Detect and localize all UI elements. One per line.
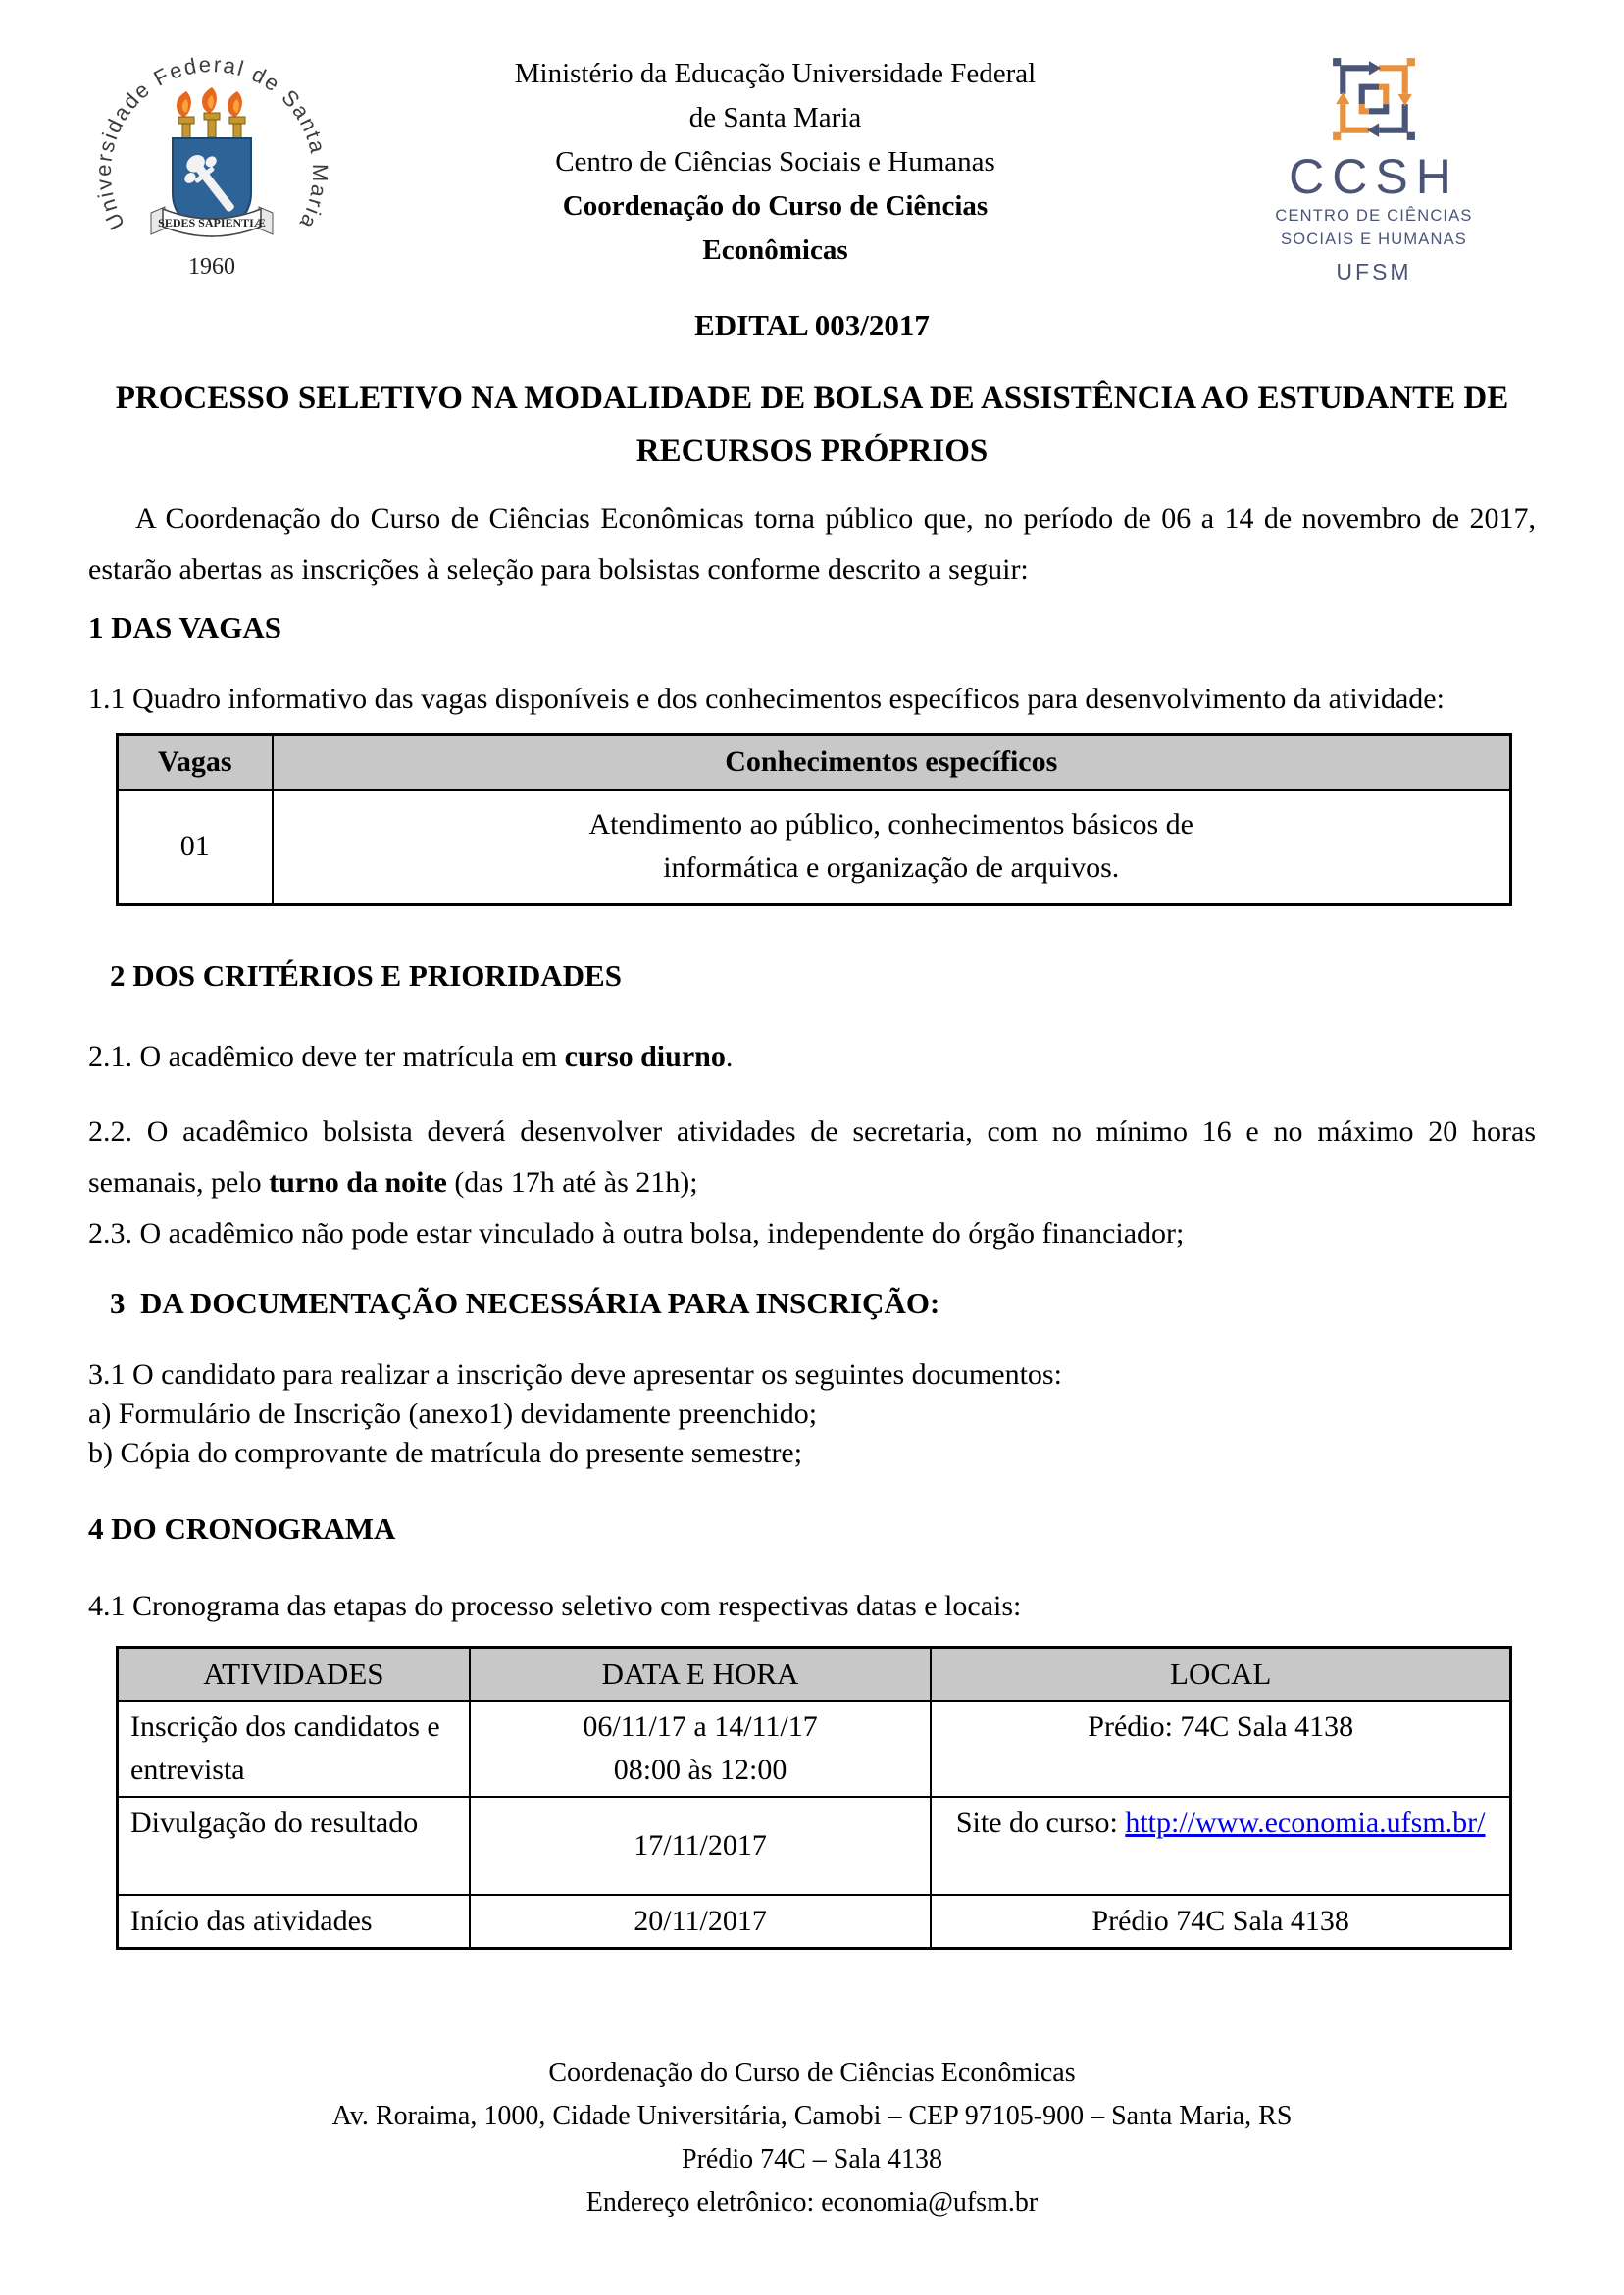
item-2-2-text: (das 17h até às 21h);: [446, 1166, 698, 1198]
vagas-table-header-row: [118, 735, 1511, 790]
local-cell: Prédio 74C Sala 4138: [931, 1895, 1510, 1949]
ufsm-seal-icon: [88, 44, 335, 291]
edital-number: EDITAL 003/2017: [694, 308, 930, 342]
institution-line-bold: Econômicas: [702, 234, 848, 266]
item-2-3: 2.3. O acadêmico não pode estar vinculado à outra bolsa, independente do órgão financiador;: [88, 1217, 1185, 1250]
vagas-cell: 01: [118, 790, 273, 905]
local-link-prefix: Site do curso:: [955, 1806, 1126, 1839]
cronograma-table: [116, 1646, 1512, 1950]
vagas-table-row: [118, 790, 1511, 905]
data-line: 06/11/17 a 14/11/17: [583, 1709, 818, 1743]
item-2-1: [88, 1032, 1536, 1083]
item-2-1-bold: curso diurno: [564, 1041, 726, 1073]
item-2-1-text: 2.1. O acadêmico deve ter matrícula em: [88, 1041, 565, 1073]
vagas-column-header: Vagas: [118, 735, 273, 790]
local-cell: Prédio: 74C Sala 4138: [931, 1701, 1510, 1797]
item-2-2-text: 2.2. O acadêmico bolsista deverá desenvolver atividades de secretaria, com no mínimo 16 e no máximo 20 horas semanais, pelo: [88, 1115, 1536, 1198]
item-3-b: b) Cópia do comprovante de matrícula do presente semestre;: [88, 1437, 803, 1469]
data-line: 08:00 às 12:00: [613, 1753, 787, 1786]
institution-line: Ministério da Educação Universidade Federal: [514, 58, 1037, 89]
table-row: [118, 1701, 1511, 1797]
data-hora-column-header: DATA E HORA: [470, 1648, 932, 1701]
item-1-1: 1.1 Quadro informativo das vagas disponíveis e dos conhecimentos específicos para desenvolvimento da atividade:: [88, 683, 1445, 715]
atividades-column-header: ATIVIDADES: [118, 1648, 470, 1701]
section-2-heading: 2 DOS CRITÉRIOS E PRIORIDADES: [110, 958, 622, 993]
page-footer: [88, 2052, 1536, 2224]
conhecimentos-cell: [273, 790, 1511, 905]
item-3-1: 3.1 O candidato para realizar a inscrição deve apresentar os seguintes documentos:: [88, 1358, 1062, 1391]
page-title: PROCESSO SELETIVO NA MODALIDADE DE BOLSA DE ASSISTÊNCIA AO ESTUDANTE DE RECURSOS PRÓPRIOS: [115, 381, 1509, 469]
local-cell: [931, 1797, 1510, 1895]
atividade-cell: Divulgação do resultado: [118, 1797, 470, 1895]
institution-line-bold: Coordenação do Curso de Ciências: [562, 190, 989, 222]
ccsh-logo: [1212, 44, 1536, 285]
ccsh-name-line: CENTRO DE CIÊNCIAS: [1275, 207, 1473, 225]
local-column-header: LOCAL: [931, 1648, 1510, 1701]
footer-line: Av. Roraima, 1000, Cidade Universitária, Camobi – CEP 97105-900 – Santa Maria, RS: [331, 2100, 1293, 2131]
seal-year: 1960: [188, 254, 235, 280]
conhecimentos-line: Atendimento ao público, conhecimentos básicos de: [588, 808, 1193, 842]
data-hora-cell: [470, 1701, 932, 1797]
ccsh-name-line: SOCIAIS E HUMANAS: [1280, 230, 1468, 248]
vagas-table: [116, 733, 1512, 906]
section-4-heading: 4 DO CRONOGRAMA: [88, 1511, 396, 1546]
item-2-2: [88, 1106, 1536, 1208]
atividade-cell: Inscrição dos candidatos e entrevista: [118, 1701, 470, 1797]
section-1-heading: 1 DAS VAGAS: [88, 610, 281, 644]
item-2-2-bold: turno da noite: [269, 1166, 447, 1198]
footer-line: Endereço eletrônico: economia@ufsm.br: [585, 2186, 1039, 2218]
ccsh-org: UFSM: [1336, 259, 1412, 284]
ufsm-seal-logo: [88, 44, 338, 296]
ccsh-pinwheel-icon: [1329, 54, 1419, 144]
page-header: [88, 44, 1536, 291]
footer-line: Prédio 74C – Sala 4138: [682, 2143, 942, 2174]
table-row: [118, 1797, 1511, 1895]
course-site-link[interactable]: http://www.economia.ufsm.br/: [1125, 1806, 1486, 1839]
seal-banner-text: SEDES SAPIENTIÆ: [158, 216, 266, 230]
conhecimentos-line: informática e organização de arquivos.: [663, 851, 1120, 885]
torch-icons: [177, 87, 245, 139]
data-hora-cell: 17/11/2017: [470, 1797, 932, 1895]
item-3-a: a) Formulário de Inscrição (anexo1) devidamente preenchido;: [88, 1398, 818, 1430]
atividade-cell: Início das atividades: [118, 1895, 470, 1949]
cronograma-header-row: [118, 1648, 1511, 1701]
item-4-1: 4.1 Cronograma das etapas do processo seletivo com respectivas datas e locais:: [88, 1590, 1022, 1622]
ccsh-acronym: CCSH: [1289, 149, 1459, 204]
intro-paragraph: A Coordenação do Curso de Ciências Econômicas torna público que, no período de 06 a 14 de novembro de 2017, estarão abertas as inscrições à seleção para bolsistas conforme descrito a seguir:: [88, 502, 1536, 586]
institution-header: [338, 44, 1212, 273]
item-2-1-text: .: [725, 1041, 734, 1073]
footer-line: Coordenação do Curso de Ciências Econômicas: [548, 2057, 1076, 2088]
conhecimentos-column-header: Conhecimentos específicos: [273, 735, 1511, 790]
section-3-heading: 3 DA DOCUMENTAÇÃO NECESSÁRIA PARA INSCRIÇÃO:: [110, 1286, 940, 1320]
seal-circular-text: Universidade Federal de Santa Maria: [90, 51, 333, 234]
institution-line: de Santa Maria: [688, 102, 862, 133]
data-hora-cell: 20/11/2017: [470, 1895, 932, 1949]
table-row: [118, 1895, 1511, 1949]
institution-line: Centro de Ciências Sociais e Humanas: [555, 146, 995, 178]
